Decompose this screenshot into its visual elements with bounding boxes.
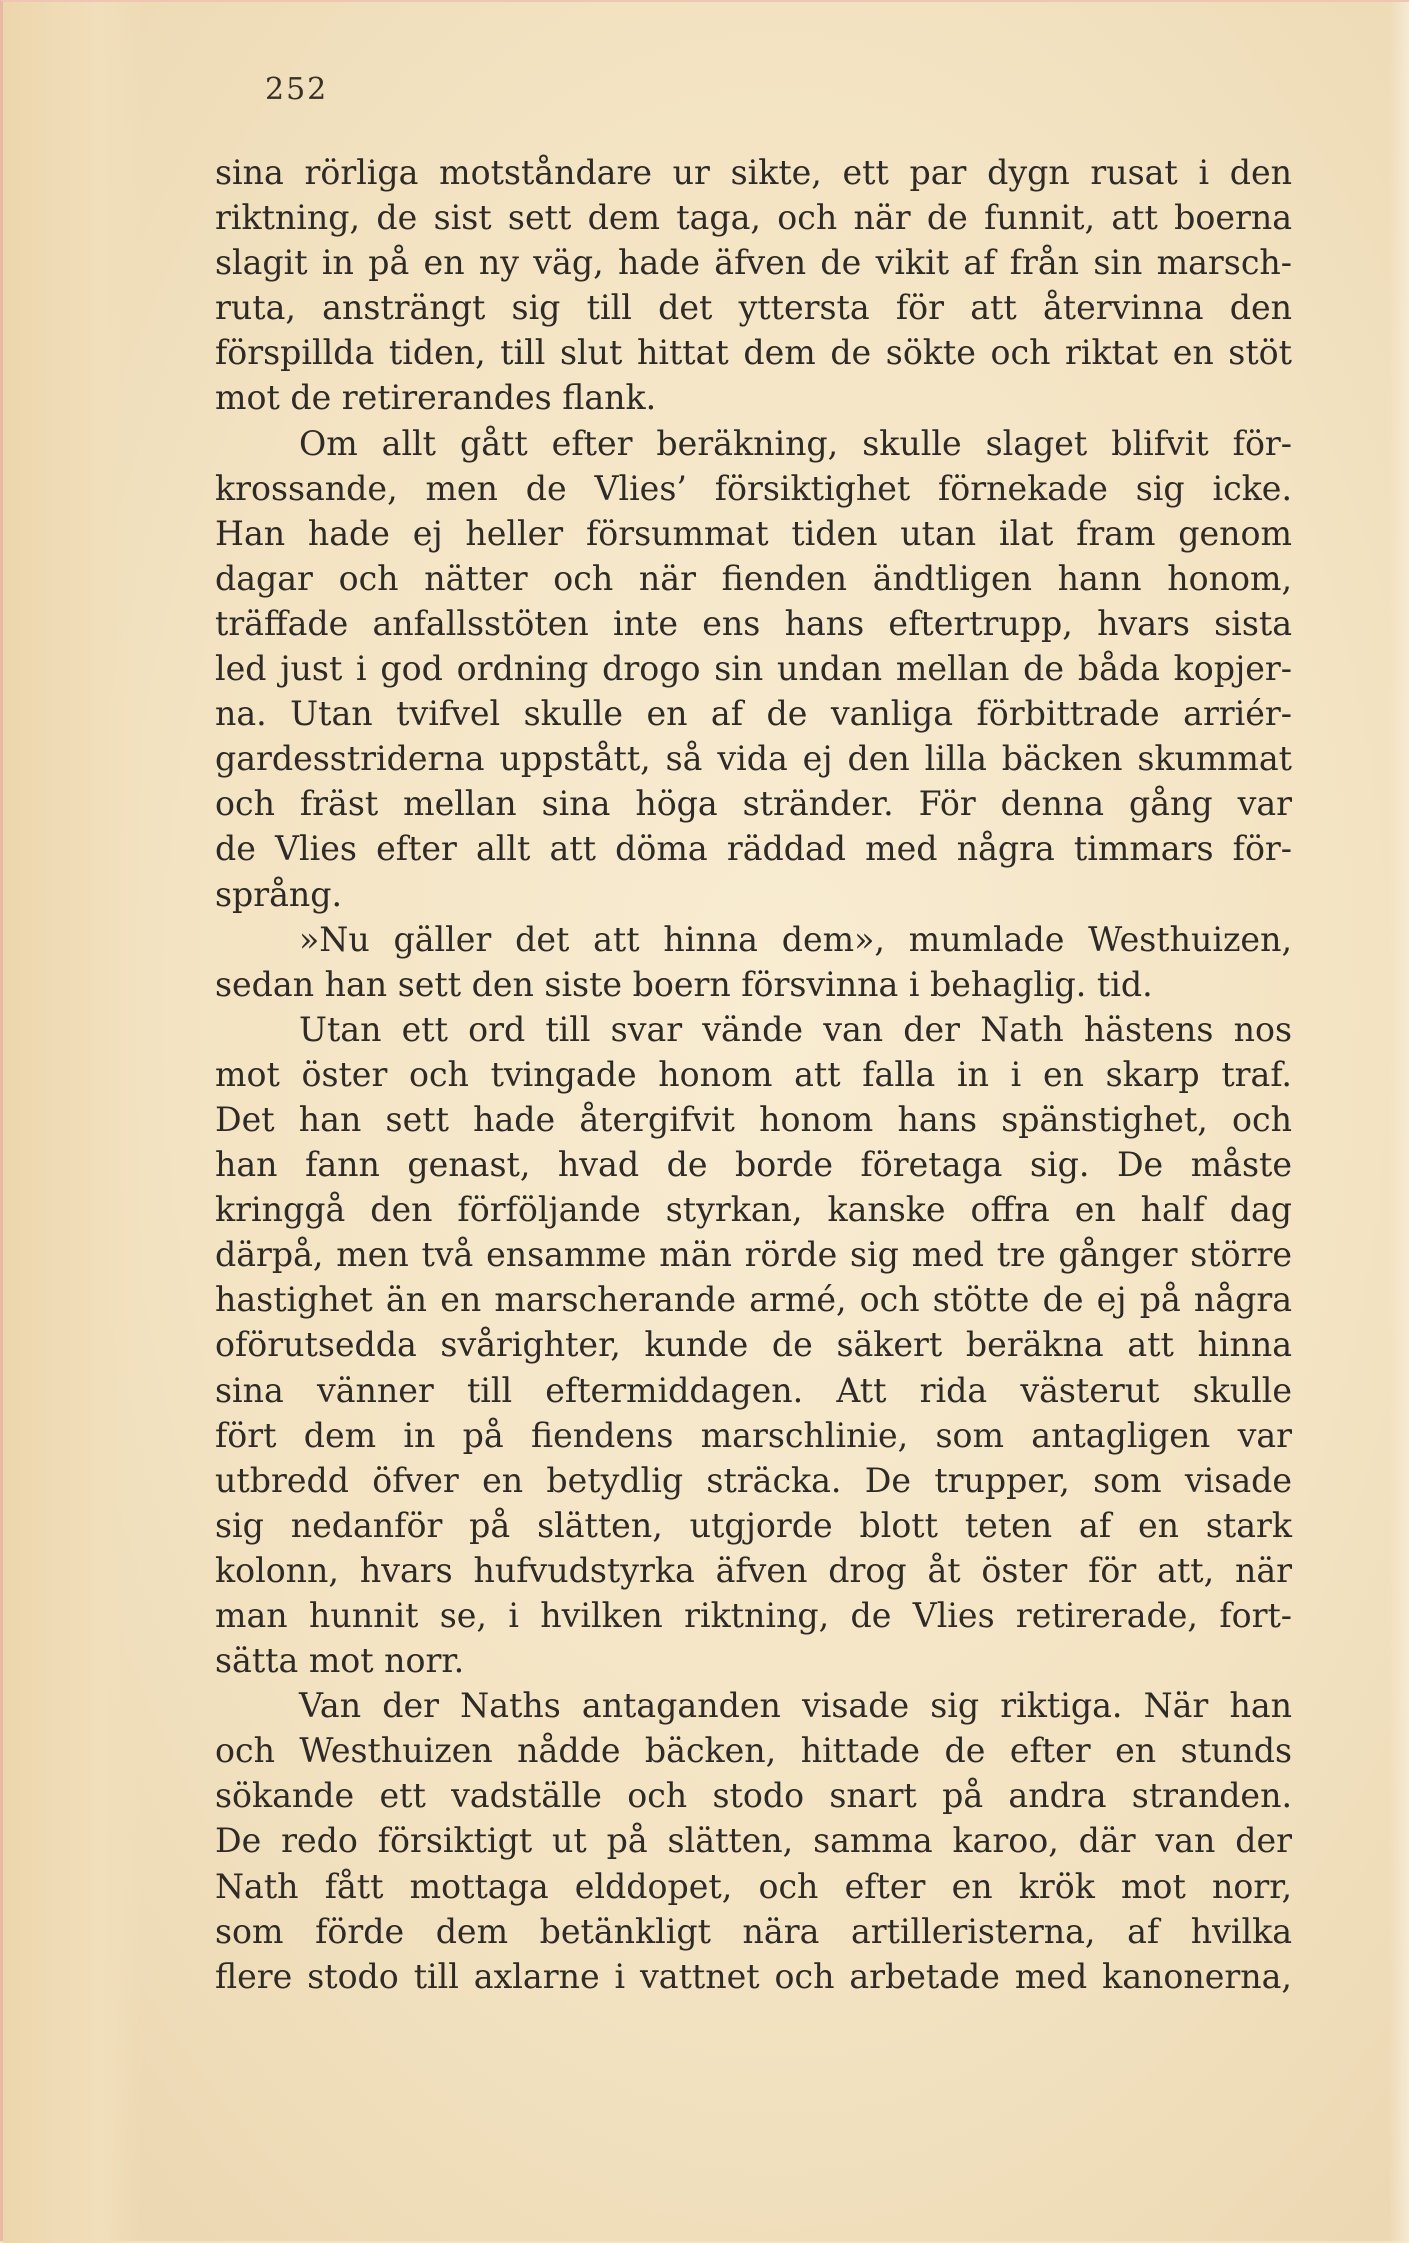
text-line: Han hade ej heller försummat tiden utan ilat fram genom <box>215 513 1292 553</box>
text-line: »Nu gäller det att hinna dem», mumlade Westhuizen, <box>299 919 1292 959</box>
text-line: träffade anfallsstöten inte ens hans eftertrupp, hvars sista <box>215 603 1292 643</box>
page-number: 252 <box>265 72 329 107</box>
text-line: Nath fått mottaga elddopet, och efter en krök mot norr, <box>215 1866 1292 1906</box>
text-line: Utan ett ord till svar vände van der Nath hästens nos <box>299 1009 1292 1049</box>
text-line: utbredd öfver en betydlig sträcka. De trupper, som visade <box>215 1460 1292 1500</box>
text-line: fört dem in på fiendens marschlinie, som antagligen var <box>215 1415 1292 1455</box>
text-line: och Westhuizen nådde bäcken, hittade de efter en stunds <box>215 1731 1292 1771</box>
text-line: sedan han sett den siste boern försvinna i behaglig. tid. <box>215 964 1153 1004</box>
text-line: Om allt gått efter beräkning, skulle slaget blifvit för- <box>299 423 1292 463</box>
paragraph <box>215 421 1292 917</box>
paragraph <box>215 150 1292 421</box>
text-line: flere stodo till axlarne i vattnet och arbetade med kanonerna, <box>215 1956 1292 1996</box>
text-line: man hunnit se, i hvilken riktning, de Vlies retirerade, fort- <box>215 1596 1292 1635</box>
text-line: sina vänner till eftermiddagen. Att rida västerut skulle <box>215 1370 1292 1410</box>
text-line: han fann genast, hvad de borde företaga sig. De måste <box>215 1145 1292 1185</box>
text-line: därpå, men två ensamme män rörde sig med tre gånger större <box>215 1235 1292 1275</box>
body-text <box>215 150 1292 1999</box>
text-line: riktning, de sist sett dem taga, och när de funnit, att boerna <box>215 198 1292 238</box>
text-line: Det han sett hade återgifvit honom hans spänstighet, och <box>215 1099 1292 1139</box>
text-line: Van der Naths antaganden visade sig riktiga. När han <box>299 1686 1292 1726</box>
text-line: oförutsedda svårighter, kunde de säkert beräkna att hinna <box>215 1325 1292 1365</box>
text-line: gardesstriderna uppstått, så vida ej den lilla bäcken skummat <box>215 739 1292 779</box>
text-line: kringgå den förföljande styrkan, kanske offra en half dag <box>215 1190 1292 1230</box>
text-line: förspillda tiden, till slut hittat dem de sökte och riktat en stöt <box>215 333 1292 373</box>
text-line: led just i god ordning drogo sin undan mellan de båda kopjer- <box>215 649 1292 689</box>
paragraph <box>215 1007 1292 1683</box>
text-line: slagit in på en ny väg, hade äfven de vikit af från sin marsch- <box>215 243 1292 283</box>
text-line: De redo försiktigt ut på slätten, samma karoo, där van der <box>215 1821 1292 1861</box>
text-line: na. Utan tvifvel skulle en af de vanliga förbittrade arriér- <box>215 694 1292 734</box>
text-line: och fräst mellan sina höga stränder. För denna gång var <box>215 784 1292 824</box>
text-line: språng. <box>215 874 343 914</box>
text-line: de Vlies efter allt att döma räddad med några timmars för- <box>215 829 1292 869</box>
page-edge <box>1389 2 1409 2243</box>
text-line: kolonn, hvars hufvudstyrka äfven drog åt öster för att, när <box>215 1550 1292 1590</box>
text-line: sätta mot norr. <box>215 1641 465 1681</box>
text-line: hastighet än en marscherande armé, och stötte de ej på några <box>215 1280 1292 1320</box>
paragraph <box>215 1683 1292 1999</box>
text-line: ruta, ansträngt sig till det yttersta för att återvinna den <box>215 288 1292 328</box>
paragraph <box>215 917 1292 1007</box>
text-line: dagar och nätter och när fienden ändtligen hann honom, <box>215 558 1292 598</box>
text-line: sina rörliga motståndare ur sikte, ett par dygn rusat i den <box>215 153 1292 192</box>
text-line: mot de retirerandes flank. <box>215 378 657 418</box>
text-line: mot öster och tvingade honom att falla in i en skarp traf. <box>215 1054 1292 1094</box>
page-gutter-shadow <box>3 2 143 2243</box>
text-line: som förde dem betänkligt nära artilleristerna, af hvilka <box>215 1911 1292 1951</box>
text-line: krossande, men de Vlies’ försiktighet förnekade sig icke. <box>215 468 1292 508</box>
text-line: sig nedanför på slätten, utgjorde blott teten af en stark <box>215 1505 1292 1545</box>
text-line: sökande ett vadställe och stodo snart på andra stranden. <box>215 1776 1292 1816</box>
